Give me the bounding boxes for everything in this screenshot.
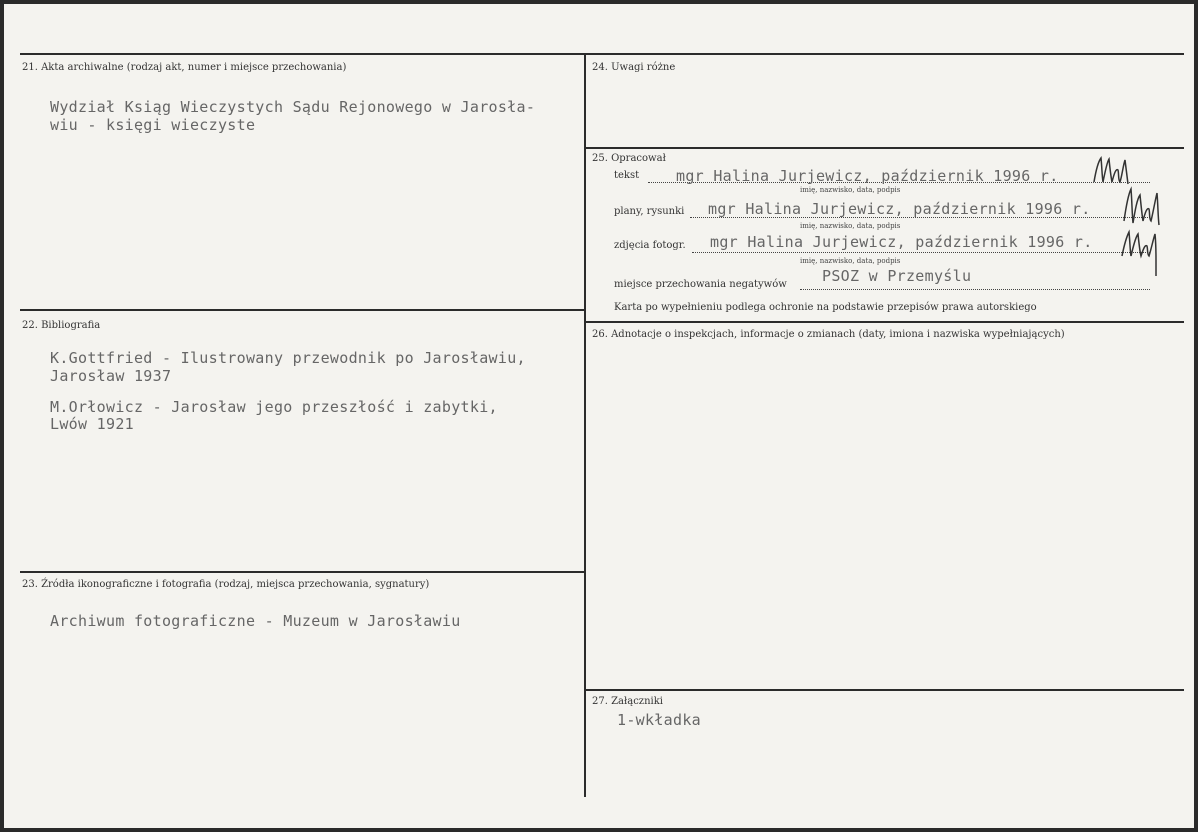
- iconographic-sources-line: Archiwum fotograficzne - Muzeum w Jarosławiu: [50, 612, 461, 630]
- signature-plans-author: [1118, 185, 1162, 229]
- rule-21-22: [20, 309, 585, 311]
- bibliography-entry-2-line-2: Lwów 1921: [50, 415, 134, 433]
- rule-22-23: [20, 571, 585, 573]
- text-author-caption: imię, nazwisko, data, podpis: [800, 186, 901, 194]
- bibliography-entry-2-line-1: M.Orłowicz - Jarosław jego przeszłość i zabytki,: [50, 398, 498, 416]
- photos-author-caption: imię, nazwisko, data, podpis: [800, 257, 901, 265]
- copyright-note: Karta po wypełnieniu podlega ochronie na podstawie przepisów prawa autorskiego: [614, 302, 1037, 313]
- negatives-storage-label: miejsce przechowania negatywów: [614, 279, 787, 290]
- section-23-heading: 23. Źródła ikonograficzne i fotografia (rodzaj, miejsca przechowania, sygnatury): [22, 579, 430, 590]
- text-author-value: mgr Halina Jurjewicz, październik 1996 r.: [676, 167, 1059, 185]
- archival-records-line-1: Wydział Ksiąg Wieczystych Sądu Rejonowego w Jarosła-: [50, 98, 536, 116]
- top-rule: [20, 53, 1184, 55]
- negatives-storage-value: PSOZ w Przemyślu: [822, 267, 972, 285]
- rule-24-25: [585, 147, 1184, 149]
- text-author-label: tekst: [614, 170, 640, 181]
- rule-25-26: [585, 321, 1184, 323]
- plans-author-value: mgr Halina Jurjewicz, październik 1996 r.: [708, 200, 1091, 218]
- section-24-heading: 24. Uwagi różne: [592, 62, 676, 73]
- photos-author-value: mgr Halina Jurjewicz, październik 1996 r.: [710, 233, 1093, 251]
- section-27-heading: 27. Załączniki: [592, 696, 663, 707]
- photos-author-label: zdjęcia fotogr.: [614, 240, 686, 251]
- section-25-heading: 25. Opracował: [592, 153, 666, 164]
- section-21-heading: 21. Akta archiwalne (rodzaj akt, numer i miejsce przechowania): [22, 62, 347, 73]
- plans-author-label: plany, rysunki: [614, 206, 685, 217]
- archival-records-line-2: wiu - księgi wieczyste: [50, 116, 256, 134]
- attachments-line: 1-wkładka: [617, 711, 701, 729]
- bibliography-entry-1-line-2: Jarosław 1937: [50, 367, 172, 385]
- signature-photos-author: [1118, 226, 1162, 278]
- center-divider: [584, 53, 586, 797]
- signature-text-author: [1090, 154, 1134, 188]
- photos-author-dotted-line: [692, 252, 1150, 253]
- rule-26-27: [585, 689, 1184, 691]
- section-26-heading: 26. Adnotacje o inspekcjach, informacje o zmianach (daty, imiona i nazwiska wypełniających): [592, 329, 1065, 340]
- bibliography-entry-1-line-1: K.Gottfried - Ilustrowany przewodnik po Jarosławiu,: [50, 349, 526, 367]
- plans-author-caption: imię, nazwisko, data, podpis: [800, 222, 901, 230]
- negatives-storage-dotted-line: [800, 289, 1150, 290]
- section-22-heading: 22. Bibliografia: [22, 320, 101, 331]
